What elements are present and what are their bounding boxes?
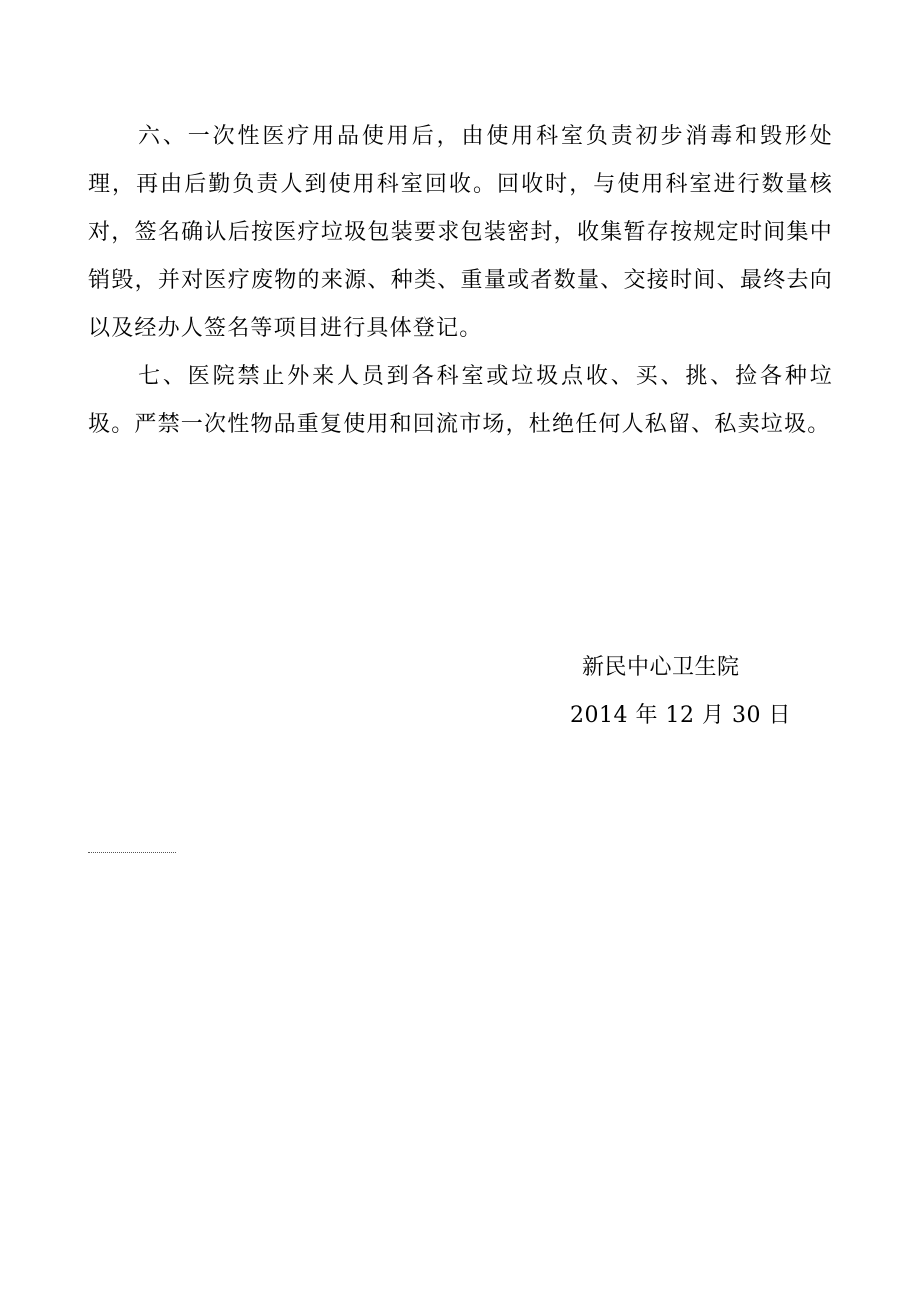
document-body [88, 113, 833, 449]
footnote-separator [88, 852, 176, 853]
paragraph-six: 六、一次性医疗用品使用后，由使用科室负责初步消毒和毁形处理，再由后勤负责人到使用科室回收。回收时，与使用科室进行数量核对，签名确认后按医疗垃圾包装要求包装密封，收集暂存按规定时间集中销毁，并对医疗废物的来源、种类、重量或者数量、交接时间、最终去向以及经办人签名等项目进行具体登记。 [88, 124, 833, 341]
signature-organization: 新民中心卫生院 [582, 655, 740, 680]
paragraph-seven: 七、医院禁止外来人员到各科室或垃圾点收、买、挑、捡各种垃圾。严禁一次性物品重复使用和回流市场，杜绝任何人私留、私卖垃圾。 [88, 364, 833, 437]
signature-block [560, 644, 790, 740]
signature-date: 2014 年 12 月 30 日 [570, 703, 791, 728]
